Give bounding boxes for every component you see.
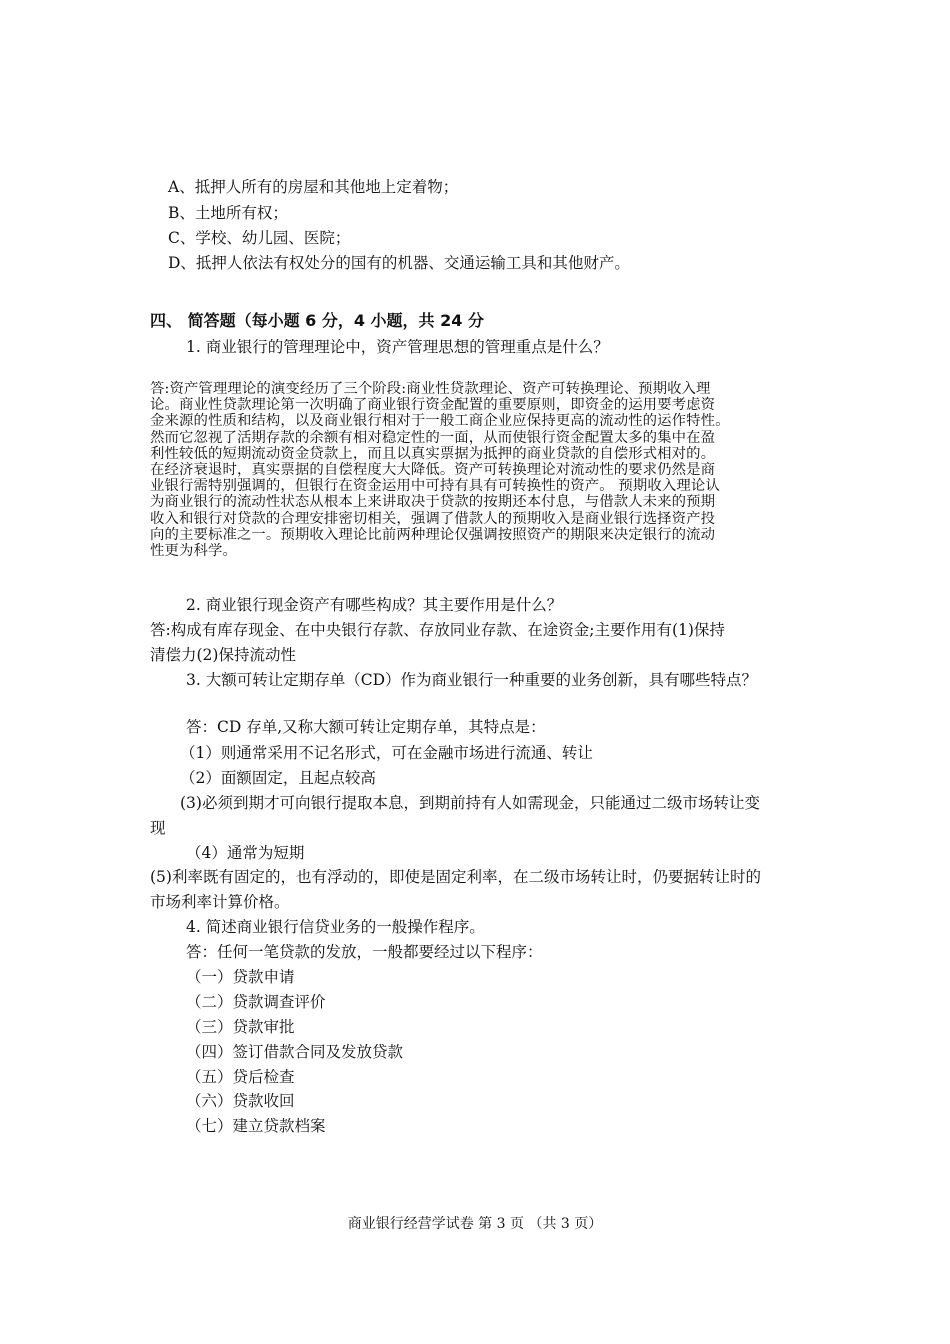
answer-4-step: （七）建立贷款档案 [186,1117,326,1135]
answer-1-line: 论。商业性贷款理论第一次明确了商业银行资金配置的重要原则，即资金的运用要考虑资 [150,397,716,414]
answer-1-line: 利性较低的短期流动资金贷款上，而且以真实票据为抵押的商业贷款的自偿形式相对的。 [150,445,716,462]
answer-1-line: 然而它忽视了活期存款的余额有相对稳定性的一面，从而使银行资金配置太多的集中在盈 [150,429,716,446]
page-footer: 商业银行经营学试卷 第 3 页 （共 3 页） [347,1216,603,1232]
option-d: D、抵押人依法有权处分的国有的机器、交通运输工具和其他财产。 [168,254,630,272]
answer-1-line: 性更为科学。 [150,543,237,560]
question-2: 2. 商业银行现金资产有哪些构成？其主要作用是什么？ [186,596,563,614]
answer-4-step: （二）贷款调查评价 [186,993,326,1011]
answer-3-intro: 答：CD 存单,又称大额可转让定期存单，其特点是： [186,718,546,736]
option-c: C、学校、幼儿园、医院； [168,229,351,247]
answer-1-line: 业银行需特别强调的，但银行在资金运用中可持有具有可转换性的资产。 预期收入理论认 [150,478,720,495]
section-title: 四、 简答题（每小题 6 分，4 小题，共 24 分 [150,311,484,330]
answer-1-line: 金来源的性质和结构，以及商业银行相对于一般工商企业应保持更高的流动性的运作特性。 [150,413,730,430]
answer-3-point-5: (5)利率既有固定的，也有浮动的，即使是固定利率，在二级市场转让时，仍要据转让时的 [150,868,761,886]
answer-4-step: （三）贷款审批 [186,1018,295,1036]
answer-4-intro: 答：任何一笔贷款的发放，一般都要经过以下程序： [186,943,543,961]
answer-3-point-3: (3)必须到期才可向银行提取本息，到期前持有人如需现金，只能通过二级市场转让变 [180,794,760,812]
question-1: 1. 商业银行的管理理论中，资产管理思想的管理重点是什么？ [186,338,609,356]
answer-3-point-5-cont: 市场利率计算价格。 [150,893,290,911]
answer-4-step: （四）签订借款合同及发放贷款 [186,1043,404,1061]
answer-4-step: （一）贷款申请 [186,968,295,986]
answer-3-point-4: （4）通常为短期 [186,844,305,862]
option-b: B、土地所有权； [168,204,288,222]
answer-3-point-1: （1）则通常采用不记名形式，可在金融市场进行流通、转让 [180,744,593,762]
question-4: 4. 简述商业银行信贷业务的一般操作程序。 [186,918,485,936]
answer-4-step: （六）贷款收回 [186,1092,295,1110]
option-a: A、抵押人所有的房屋和其他地上定着物； [168,178,459,196]
answer-1-line: 答:资产管理理论的演变经历了三个阶段:商业性贷款理论、资产可转换理论、预期收入理 [150,381,711,397]
answer-2-line-1: 答:构成有库存现金、在中央银行存款、存放同业存款、在途资金;主要作用有(1)保持 [150,621,725,639]
answer-1-line: 收入和银行对贷款的合理安排密切相关，强调了借款人的预期收入是商业银行选择资产投 [150,510,716,527]
answer-4-step: （五）贷后检查 [186,1068,295,1086]
answer-2-line-2: 清偿力(2)保持流动性 [150,646,296,664]
question-3: 3. 大额可转让定期存单（CD）作为商业银行一种重要的业务创新，具有哪些特点？ [186,671,758,689]
answer-1-line: 在经济衰退时，真实票据的自偿程度大大降低。资产可转换理论对流动性的要求仍然是商 [150,462,716,479]
answer-1-line: 为商业银行的流动性状态从根本上来讲取决于贷款的按期还本付息，与借款人未来的预期 [150,494,716,511]
answer-1 [150,381,802,559]
answer-3-point-2: （2）面额固定，且起点较高 [180,769,376,787]
answer-3-point-3-cont: 现 [150,819,166,837]
answer-1-line: 向的主要标准之一。预期收入理论比前两种理论仅强调按照资产的期限来决定银行的流动 [150,526,716,543]
